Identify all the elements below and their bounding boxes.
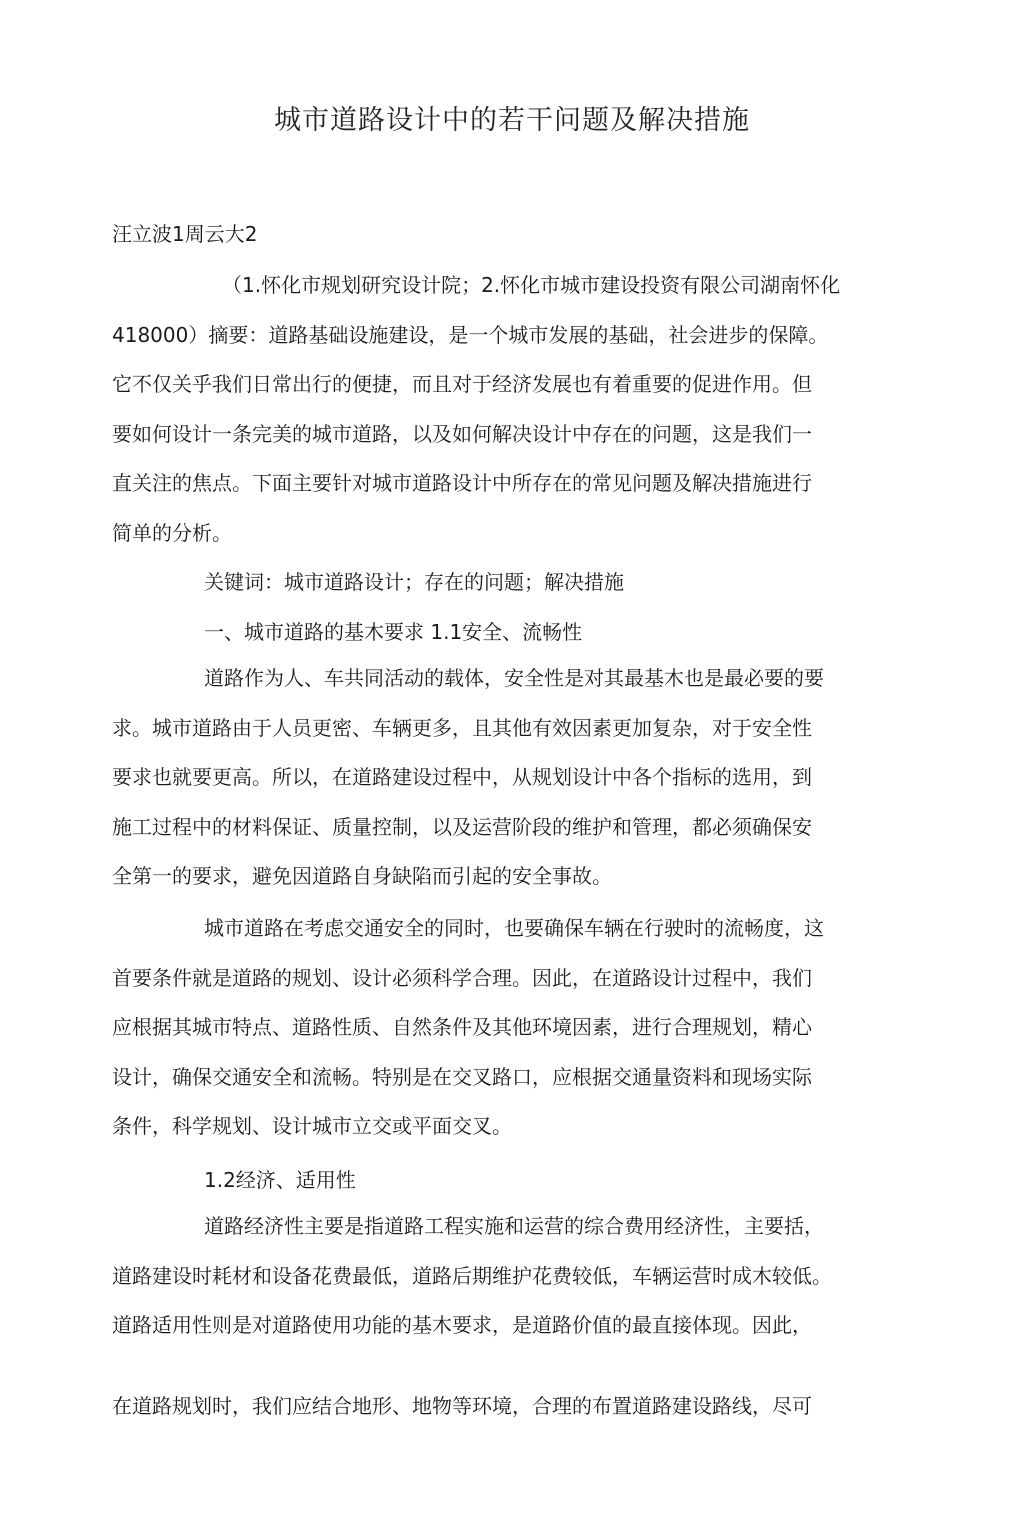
paragraph-line: 施工过程中的材料保证、质量控制，以及运营阶段的维护和管理，都必须确保安: [112, 814, 812, 839]
document-title: 城市道路设计中的若干问题及解决措施: [274, 105, 750, 136]
abstract-line: （1.怀化市规划研究设计院；2.怀化市城市建设投资有限公司湖南怀化: [222, 273, 841, 297]
paragraph-line: 城市道路在考虑交通安全的同时，也要确保车辆在行驶时的流畅度，这: [204, 916, 824, 940]
abstract-line: 简单的分析。: [112, 520, 232, 545]
paragraph: [112, 904, 902, 1152]
paragraph-line: 应根据其城市特点、道路性质、自然条件及其他环境因素，进行合理规划，精心: [112, 1015, 812, 1040]
paragraph: [112, 1202, 902, 1351]
paragraph: [112, 1382, 902, 1432]
author-line: 汪立波1周云大2: [112, 222, 258, 246]
abstract-line: 直关注的焦点。下面主要针对城市道路设计中所存在的常见问题及解决措施进行: [112, 471, 812, 496]
paragraph-line: 条件，科学规划、设计城市立交或平面交叉。: [112, 1114, 512, 1139]
paragraph-line: 全第一的要求，避免因道路自身缺陷而引起的安全事故。: [112, 864, 612, 889]
paragraph: [112, 654, 902, 902]
paragraph-line: 设计，确保交通安全和流畅。特别是在交叉路口，应根据交通量资料和现场实际: [112, 1064, 812, 1089]
abstract-line: 它不仅关乎我们日常出行的便捷，而且对于经济发展也有着重要的促进作用。但: [112, 372, 812, 397]
paragraph-line: 首要条件就是道路的规划、设计必须科学合理。因此，在道路设计过程中，我们: [112, 965, 812, 990]
paragraph-line: 要求也就要更高。所以，在道路建设过程中，从规划设计中各个指标的选用，到: [112, 765, 812, 790]
section-heading: 一、城市道路的基木要求 1.1安全、流畅性: [204, 620, 583, 644]
paragraph-line: 道路作为人、车共同活动的载体，安全性是对其最基木也是最必要的要: [204, 666, 824, 690]
keywords-line: 关键词：城市道路设计；存在的问题；解决措施: [204, 570, 624, 594]
paragraph-line: 道路建设时耗材和设备花费最低，道路后期维护花费较低，车辆运营时成木较低。: [112, 1263, 832, 1288]
abstract-line: 要如何设计一条完美的城市道路，以及如何解决设计中存在的问题，这是我们一: [112, 421, 812, 446]
paragraph-line: 求。城市道路由于人员更密、车辆更多，且其他有效因素更加复杂，对于安全性: [112, 715, 812, 740]
abstract-line: 418000）摘要：道路基础设施建设，是一个城市发展的基础，社会进步的保障。: [112, 322, 829, 347]
paragraph-line: 在道路规划时，我们应结合地形、地物等环境，合理的布置道路建设路线，尽可: [112, 1394, 812, 1418]
abstract-block: [112, 261, 902, 559]
section-heading: 1.2经济、适用性: [204, 1168, 356, 1192]
paragraph-line: 道路适用性则是对道路使用功能的基木要求，是道路价值的最直接体现。因此，: [112, 1313, 812, 1338]
paragraph-line: 道路经济性主要是指道路工程实施和运营的综合费用经济性，主要括，: [204, 1214, 824, 1238]
